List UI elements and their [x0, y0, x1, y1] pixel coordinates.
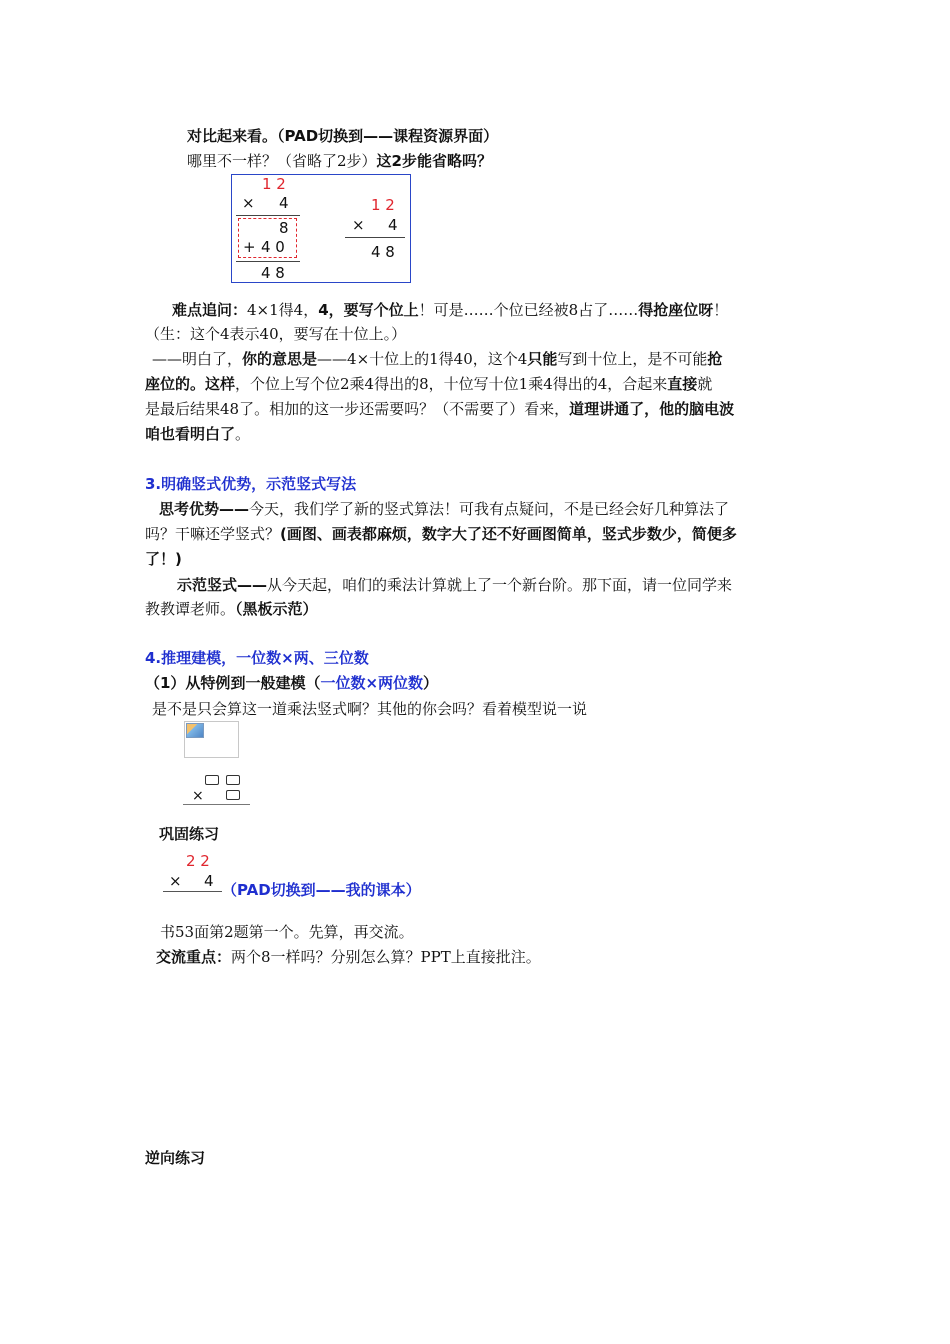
practice-multiplier: 4: [204, 872, 214, 890]
right-result: 4 8: [371, 243, 395, 261]
exchange-focus-label: 交流重点：: [156, 948, 232, 966]
text-span: 。: [235, 425, 251, 443]
text-span: 吗？干嘛还学竖式？: [145, 525, 281, 543]
text-span: (画图、画表都麻烦，数字大了还不好画图简单，竖式步数少，简便多: [280, 525, 737, 543]
text-span: ——明白了，: [152, 350, 243, 368]
text-span: ——4×十位上的1得40，这个4: [317, 350, 528, 368]
difficulty-line-6: [145, 422, 250, 446]
model-times-sign: ×: [192, 788, 204, 804]
text-span: （1）从特例到一般建模（: [145, 674, 321, 692]
text-span: 是最后结果48了。相加的这一步还需要吗？（不需要了）看来，: [145, 400, 570, 418]
image-placeholder: [184, 721, 239, 758]
difficulty-line-5: [145, 397, 734, 421]
text-span: ）: [423, 674, 439, 692]
right-rule: [345, 237, 405, 238]
text-span: （黑板示范）: [235, 600, 318, 618]
right-top-number: 1 2: [371, 196, 395, 214]
difficulty-line-2: （生：这个4表示40，要写在十位上。）: [145, 325, 407, 343]
practice-pad-note: （PAD切换到——我的课本）: [222, 881, 421, 899]
model-digit-box: [226, 790, 240, 800]
text-span: 示范竖式——: [177, 576, 268, 594]
book-instruction: 书53面第2题第一个。先算，再交流。: [160, 923, 414, 941]
text-span: 两个8一样吗？分别怎么算？PPT上直接批注。: [231, 948, 541, 966]
left-multiplier: 4: [279, 194, 289, 212]
text-span: 得抢座位呀: [638, 301, 714, 319]
model-rule: [183, 804, 250, 805]
difficulty-line-3: [152, 347, 722, 371]
comparison-figure: [231, 174, 411, 283]
text-span: 只能: [527, 350, 558, 368]
section-3-line-5: [145, 597, 318, 621]
broken-image-icon: [186, 723, 204, 738]
left-rule-2: [236, 261, 300, 262]
section-3-line-1: [159, 497, 729, 521]
left-partial-2: 4 0: [261, 238, 285, 256]
practice-top-number: 2 2: [186, 852, 210, 870]
text-span: ！: [713, 301, 729, 319]
difficulty-line-4: [145, 372, 712, 396]
text-span: ，个位上写个位2乘4得出的8，十位写十位1乘4得出的4，合起来: [235, 375, 668, 393]
model-digit-box: [205, 775, 219, 785]
section-4-question: 是不是只会算这一道乘法竖式啊？其他的你会吗？看着模型说一说: [152, 700, 588, 718]
practice-times-sign: ×: [169, 872, 182, 890]
text-span: ！可是……个位已经被8占了……: [418, 301, 639, 319]
section-3-line-2: [145, 522, 737, 546]
text-span: 教教谭老师。: [145, 600, 236, 618]
left-rule-1: [236, 215, 300, 216]
section-3-heading: 3.明确竖式优势，示范竖式写法: [145, 475, 357, 493]
practice-rule: [163, 891, 222, 892]
right-times-sign: ×: [352, 216, 365, 234]
left-top-number: 1 2: [262, 175, 286, 193]
text-span: 4，要写个位上: [318, 301, 419, 319]
text-span: 你的意思是: [242, 350, 318, 368]
section-4-subheading: [145, 671, 438, 695]
text-span: 一位数×两位数: [320, 674, 424, 692]
text-span: 就: [697, 375, 713, 393]
reverse-practice-label: 逆向练习: [145, 1149, 206, 1167]
section-4-heading: 4.推理建模，一位数×两、三位数: [145, 649, 369, 667]
left-result: 4 8: [261, 264, 285, 282]
text-span: 咱也看明白了: [145, 425, 236, 443]
text-span: 道理讲通了，他的脑电波: [569, 400, 735, 418]
right-multiplier: 4: [388, 216, 398, 234]
left-times-sign: ×: [242, 194, 255, 212]
section-3-line-4: [177, 573, 732, 597]
text-span: 座位的。这样: [145, 375, 236, 393]
practice-label: 巩固练习: [159, 825, 220, 843]
difficulty-label: 难点追问：: [172, 301, 248, 319]
left-partial-1: 8: [279, 219, 289, 237]
text-span: 今天，我们学了新的竖式算法！可我有点疑问，不是已经会好几种算法了: [249, 500, 730, 518]
intro-line-2-plain: 哪里不一样？（省略了2步）: [187, 152, 377, 170]
exchange-focus: [156, 945, 541, 969]
difficulty-line-1: [172, 298, 728, 322]
model-digit-box: [226, 775, 240, 785]
intro-line-2: [187, 149, 492, 173]
section-3-line-3: 了！): [145, 550, 182, 568]
text-span: 写到十位上，是不可能: [557, 350, 708, 368]
text-span: 从今天起，咱们的乘法计算就上了一个新台阶。那下面，请一位同学来: [267, 576, 733, 594]
text-span: 思考优势——: [159, 500, 250, 518]
text-span: 直接: [667, 375, 698, 393]
text-span: 抢: [707, 350, 723, 368]
left-plus-sign: +: [243, 238, 256, 256]
text-span: 4×1得4，: [247, 301, 319, 319]
intro-line-2-bold: 这2步能省略吗？: [376, 152, 492, 170]
intro-line-1: 对比起来看。（PAD切换到——课程资源界面）: [187, 127, 499, 145]
